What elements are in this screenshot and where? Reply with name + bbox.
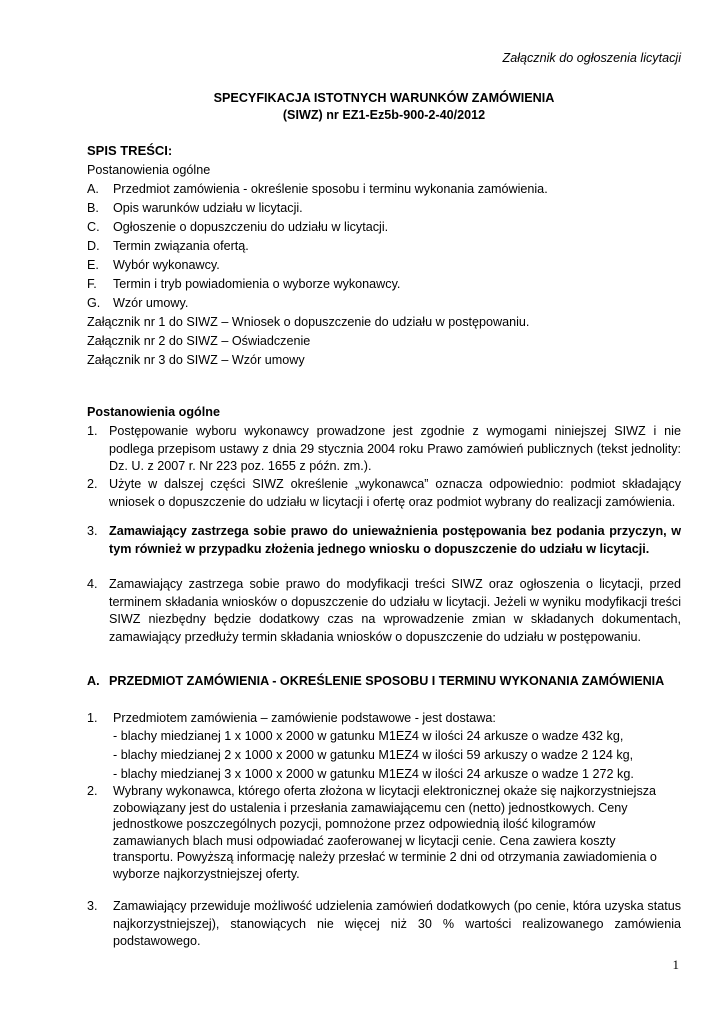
toc-item-c [87,219,388,236]
toc-heading: SPIS TREŚCI: [87,143,173,158]
toc-item-text: Opis warunków udziału w licytacji. [113,201,303,215]
toc-item-label: F. [87,277,97,291]
item-text: Zamawiający zastrzega sobie prawo do modyfikacji treści SIWZ oraz ogłoszenia o licytacji, przed terminem składania wniosków o dopuszczenie do udziału w licytacji. Jeżeli w wyniku modyfikacji treści SIWZ niezbędny będzie dodatkowy czas na wprowadzenie zmian w składanych dokumentach, zamawiający przedłuży termin składania wniosków o dopuszczenie do udziału w postępowaniu. [109,577,681,644]
annex-note: Załącznik do ogłoszenia licytacji [502,51,681,65]
item-text: Zamawiający przewiduje możliwość udzielenia zamówień dodatkowych (po cenie, która uzyska status najkorzystniejszej), stanowiących nie więcej niż 30 % wartości realizowanego zamówienia podstawowego. [113,899,681,948]
toc-item-e [87,257,220,274]
document-title: SPECYFIKACJA ISTOTNYCH WARUNKÓW ZAMÓWIENIA [213,91,555,105]
toc-item-label: A. [87,182,99,196]
toc-attachment-3: Załącznik nr 3 do SIWZ – Wzór umowy [87,353,305,367]
toc-item-text: Przedmiot zamówienia - określenie sposobu i terminu wykonania zamówienia. [113,182,548,196]
toc-item-label: C. [87,220,100,234]
document-subtitle: (SIWZ) nr EZ1-Ez5b-900-2-40/2012 [282,108,486,122]
section-a-item-1 [87,710,496,727]
toc-item-label: B. [87,201,99,215]
toc-item-text: Ogłoszenie o dopuszczeniu do udziału w licytacji. [113,220,389,234]
toc-item-a [87,181,548,198]
general-item-1 [87,423,681,476]
material-line-3: - blachy miedzianej 3 x 1000 x 2000 w gatunku M1EZ4 w ilości 24 arkusze o wadze 1 272 kg. [113,767,634,781]
item-number: 3. [87,524,98,538]
item-number: 4. [87,577,98,591]
item-text: Przedmiotem zamówienia – zamówienie podstawowe - jest dostawa: [113,711,496,725]
item-text: Postępowanie wyboru wykonawcy prowadzone jest zgodnie z wymogami niniejszej SIWZ i nie podlega przepisom ustawy z dnia 29 stycznia 2004 roku Prawo zamówień publicznych (tekst jednolity: Dz. U. z 2007 r. Nr 223 poz. 1655 z późn. zm.). [109,424,681,473]
item-number: 3. [87,899,98,913]
item-number: 1. [87,424,98,438]
general-item-3 [87,523,681,558]
toc-item-b [87,200,303,217]
section-label: A. [87,674,100,688]
toc-item-g [87,295,188,312]
section-a-item-2 [87,783,667,882]
item-number: 2. [87,477,98,491]
toc-item-label: G. [87,296,101,310]
toc-item-label: E. [87,258,99,272]
item-text: Użyte w dalszej części SIWZ określenie „wykonawca” oznacza odpowiednio: podmiot składający wniosek o dopuszczenie do udziału w licytacji i ofertę oraz podmiot wybrany do realizacji zamówienia. [109,477,681,509]
material-line-1: - blachy miedzianej 1 x 1000 x 2000 w gatunku M1EZ4 w ilości 24 arkusze o wadze 432 kg, [113,729,624,743]
toc-item-text: Wybór wykonawcy. [113,258,220,272]
material-line-2: - blachy miedzianej 2 x 1000 x 2000 w gatunku M1EZ4 w ilości 59 arkuszy o wadze 2 124 kg, [113,748,634,762]
toc-attachment-2: Załącznik nr 2 do SIWZ – Oświadczenie [87,334,311,348]
item-text: Wybrany wykonawca, którego oferta złożona w licytacji elektronicznej okaże się najkorzystniejsza zobowiązany jest do ustalenia i przesłania zamawiającemu cen (netto) jednostkowych. Ceny jednostkowe poszczególnych pozycji, pomnożone przez odpowiednią ilość kilogramów zamawianych blach musi odpowiadać zaoferowanej w licytacji cenie. Cena zawiera koszty transportu. Powyższą informację należy przesłać w terminie 2 dni od otrzymania zawiadomienia o wyborze najkorzystniejszej oferty. [113,784,657,881]
item-number: 2. [87,784,98,798]
toc-item-label: D. [87,239,100,253]
toc-item-text: Termin związania ofertą. [113,239,249,253]
toc-item-d [87,238,249,255]
toc-item-text: Wzór umowy. [113,296,189,310]
general-item-4 [87,576,681,646]
toc-attachment-1: Załącznik nr 1 do SIWZ – Wniosek o dopuszczenie do udziału w postępowaniu. [87,315,530,329]
section-a-item-3 [87,898,681,951]
toc-item-text: Termin i tryb powiadomienia o wyborze wykonawcy. [113,277,401,291]
page-number: 1 [672,957,679,972]
item-text: Zamawiający zastrzega sobie prawo do unieważnienia postępowania bez podania przyczyn, w tym również w przypadku złożenia jednego wniosku o dopuszczenie do udziału w licytacji. [109,524,681,556]
general-heading: Postanowienia ogólne [87,405,220,419]
general-item-2 [87,476,681,511]
section-title: PRZEDMIOT ZAMÓWIENIA - OKREŚLENIE SPOSOBU I TERMINU WYKONANIA ZAMÓWIENIA [109,674,665,688]
toc-intro: Postanowienia ogólne [87,163,211,177]
section-a-heading [87,673,681,691]
toc-item-f [87,276,400,293]
item-number: 1. [87,711,98,725]
